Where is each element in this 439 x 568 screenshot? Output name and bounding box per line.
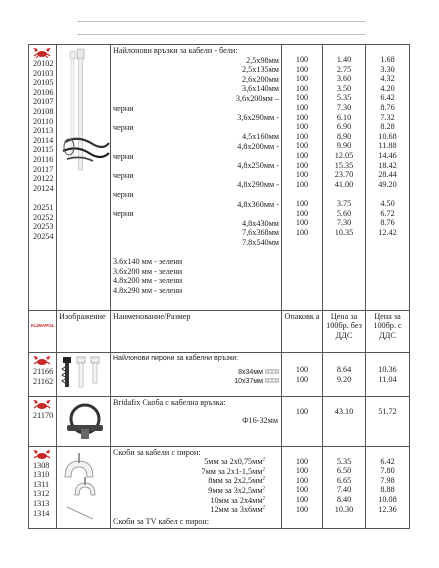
size-line-prefix: черни: [113, 103, 134, 113]
size-line: [113, 209, 279, 219]
price-no-vat-value: 3.50: [336, 83, 352, 93]
price-no-vat-value: [323, 237, 365, 247]
price-no-vat-value: 5.35: [336, 456, 352, 466]
section-nylon-nails: [29, 353, 410, 397]
price-no-vat-value: 23.70: [334, 170, 354, 180]
price-no-vat-value: 7.30: [336, 102, 352, 112]
crab-logo-icon: [33, 356, 51, 366]
price-vat-value: [366, 237, 409, 247]
name-cell: [111, 353, 282, 397]
pack-value: 100: [295, 150, 309, 160]
image-cell: [57, 396, 111, 446]
price-vat-cell: [366, 396, 410, 446]
pack-value: 100: [295, 475, 309, 485]
product-code: [33, 193, 56, 203]
price-no-vat-value: 12.05: [334, 150, 354, 160]
header-rule-bottom: [77, 34, 365, 35]
product-codes: [29, 460, 56, 519]
size-value: 3,6х200мм –: [235, 93, 279, 103]
price-vat-value: 10.36: [378, 365, 397, 374]
price-vat-value: 18.42: [378, 160, 397, 170]
pack-value: 100: [295, 406, 309, 416]
codes-cell: [29, 396, 57, 446]
size-line: [113, 152, 279, 162]
price-vat-value: 7.98: [380, 475, 395, 485]
product-code: 20253: [33, 222, 54, 232]
product-code: 20105: [33, 78, 54, 88]
price-vat-value: 4.20: [380, 83, 395, 93]
size-list: [111, 457, 281, 515]
price-no-vat-value: 2.75: [336, 64, 352, 74]
size-line-prefix: черни: [113, 189, 134, 199]
price-no-vat-value: 10.30: [334, 504, 354, 514]
price-vat-cell: [366, 45, 410, 311]
price-no-vat-value: 9.20: [336, 374, 352, 384]
pack-value: 100: [295, 55, 309, 64]
pack-value: 100: [295, 112, 309, 122]
product-codes: [29, 58, 56, 241]
table-header-row: [29, 311, 410, 353]
size-line: [113, 228, 279, 238]
product-code: 20113: [33, 126, 54, 136]
size-line-prefix: черни: [113, 122, 134, 132]
product-code: 20114: [33, 135, 54, 145]
price-no-vat-cell: [323, 446, 366, 528]
price-vat-value: 8.76: [380, 102, 395, 112]
product-code: 20108: [33, 106, 54, 116]
product-code: 20102: [33, 59, 54, 68]
pack-value: 100: [295, 102, 309, 112]
size-line: [113, 132, 279, 142]
crab-logo-icon: [33, 48, 51, 58]
ruler-icon: [263, 376, 279, 385]
size-line-prefix: черни: [113, 170, 134, 180]
size-value: Ф16-32мм: [242, 416, 278, 426]
codes-cell: [29, 45, 57, 311]
size-line: [113, 496, 279, 506]
size-line: [113, 94, 279, 104]
crab-logo-icon: [33, 400, 51, 410]
pack-value: 100: [295, 141, 309, 151]
green-variants-list: [111, 257, 281, 295]
size-value: 10х37мм: [234, 378, 263, 386]
name-cell: [111, 45, 282, 311]
header-price-vat: Цена за 100бр. с ДДС: [366, 311, 410, 353]
size-line: [113, 190, 279, 200]
size-line: [113, 142, 279, 152]
header-pack: Опаковк а: [282, 311, 323, 353]
ruler-icon: [263, 367, 279, 376]
size-line: [113, 376, 279, 386]
price-no-vat-value: 7.30: [336, 218, 352, 228]
pack-value: 100: [295, 93, 309, 103]
price-vat-value: 7.80: [380, 466, 395, 476]
product-codes: [29, 366, 56, 386]
size-value: 10мм за 2х4мм: [210, 495, 263, 505]
price-vat-value: 11.88: [378, 141, 397, 151]
product-code: 20103: [33, 68, 54, 78]
price-no-vat-value: 3.60: [336, 74, 352, 84]
image-cell: [57, 45, 111, 311]
price-vat-value: 8.88: [380, 485, 395, 495]
product-code: 1313: [33, 498, 50, 508]
header-price-no-vat: Цена за 100бр. без ДДС: [323, 311, 366, 353]
size-line: [113, 84, 279, 94]
price-no-vat-cell: [323, 396, 366, 446]
pack-value: 100: [295, 466, 309, 476]
pack-value: 100: [295, 218, 309, 228]
price-vat-value: 51.72: [378, 406, 397, 416]
product-code: 20252: [33, 212, 54, 222]
price-no-vat-value: [323, 189, 365, 199]
price-vat-value: 28.44: [378, 170, 397, 180]
size-line: [113, 65, 279, 75]
cable-clip-image: [57, 447, 111, 525]
product-code: 1310: [33, 470, 50, 480]
green-variant-line: 4.8х200 мм - зелени: [113, 276, 183, 286]
pack-value: 100: [295, 227, 309, 237]
pack-value: 100: [295, 485, 309, 495]
codes-cell: [29, 353, 57, 397]
size-line: [113, 75, 279, 85]
price-vat-value: 6.42: [380, 93, 395, 103]
pack-value: 100: [295, 494, 309, 504]
size-line: [113, 238, 279, 248]
header-name: Наименование/Размер: [111, 311, 282, 353]
size-value: 4,8х430мм: [242, 218, 279, 228]
section-title: Bridafix Скоба с кабелна връзка:: [113, 397, 226, 407]
price-vat-value: 6.42: [380, 456, 395, 466]
pack-value: 100: [295, 122, 309, 132]
superscript: 2: [262, 457, 265, 463]
price-no-vat-cell: [323, 45, 366, 311]
size-value: 8мм за 2х2,5мм: [208, 476, 263, 486]
pack-value: 100: [295, 208, 309, 218]
price-vat-value: 8.28: [380, 122, 395, 132]
price-table: [28, 44, 410, 529]
size-value: 2,6х200мм: [242, 74, 279, 84]
pack-value: 100: [295, 74, 309, 84]
product-code: 1308: [33, 460, 50, 470]
header-logo-cell: [29, 311, 57, 353]
product-code: 1314: [33, 508, 50, 518]
superscript: 2: [262, 476, 265, 482]
size-line: [113, 476, 279, 486]
price-vat-value: 6.72: [380, 208, 395, 218]
price-vat-value: 12.36: [378, 504, 397, 514]
section-cable-ties: [29, 45, 410, 311]
superscript: 2: [262, 486, 265, 492]
size-line: [113, 457, 279, 467]
pack-value: 100: [295, 170, 309, 180]
nylon-nail-image: [57, 353, 111, 393]
size-line: [113, 171, 279, 181]
size-line: [113, 161, 279, 171]
price-no-vat-value: 41.00: [334, 179, 354, 189]
pack-cell: [282, 353, 323, 397]
pack-cell: [282, 396, 323, 446]
size-value: 3,6х140мм: [242, 84, 279, 94]
pack-value: 100: [295, 504, 309, 514]
section-title: Найлонови връзки за кабели - бели:: [113, 46, 238, 55]
tv-clips-title: Скоби за TV кабел с пирон:: [113, 516, 210, 526]
size-value: 2,5х135мм: [242, 65, 279, 75]
crab-logo-icon: [33, 450, 51, 460]
size-value: 4,8х250мм -: [237, 161, 279, 171]
product-codes: [29, 410, 56, 421]
price-no-vat-value: 5.35: [336, 93, 352, 103]
pack-value: 100: [295, 374, 309, 384]
product-code: 20122: [33, 174, 54, 184]
price-vat-value: 12.42: [378, 227, 397, 237]
size-value: 4,8х290мм -: [237, 180, 279, 190]
price-no-vat-value: 6.90: [336, 122, 352, 132]
product-code: 21166: [33, 367, 54, 376]
price-vat-value: 4.50: [380, 198, 395, 208]
price-vat-value: 3.30: [380, 64, 395, 74]
superscript: 2: [262, 467, 265, 473]
product-code: 20106: [33, 87, 54, 97]
price-no-vat-value: 7.40: [336, 485, 352, 495]
size-value: 2,5х98мм: [246, 55, 279, 65]
section-bridafix: [29, 396, 410, 446]
green-variant-line: 3.6х140 мм - зелени: [113, 257, 183, 267]
name-cell: [111, 446, 282, 528]
size-value: 4,8х360мм -: [237, 199, 279, 209]
size-value: 8х34мм: [238, 368, 263, 376]
pack-value: 100: [295, 131, 309, 141]
price-vat-value: 10.68: [378, 131, 397, 141]
brand-logo: KLIMAPOL: [31, 323, 55, 328]
pack-value: 100: [295, 456, 309, 466]
pack-cell: [282, 45, 323, 311]
size-line: [113, 200, 279, 210]
price-no-vat-value: 8.40: [336, 494, 352, 504]
price-vat-value: 11.04: [378, 374, 397, 384]
pack-value: 100: [295, 64, 309, 74]
price-vat-cell: [366, 446, 410, 528]
cable-tie-image: [57, 47, 111, 177]
size-value: 12мм за 3х6мм: [210, 505, 263, 515]
price-no-vat-value: 9.90: [336, 141, 352, 151]
size-line: [113, 123, 279, 133]
price-vat-value: 7.32: [380, 112, 395, 122]
section-title: Найлонови пирони за кабелни връзки:: [113, 355, 239, 362]
pack-cell: [282, 446, 323, 528]
price-vat-value: 10.08: [378, 494, 397, 504]
price-no-vat-value: 8.90: [336, 131, 352, 141]
product-code: 20251: [33, 202, 54, 212]
size-value: 7мм за 2х1-1,5мм: [201, 466, 263, 476]
price-no-vat-value: 6.10: [336, 112, 352, 122]
size-line: [113, 467, 279, 477]
product-code: 1312: [33, 489, 50, 499]
bridafix-clamp-image: [57, 397, 111, 443]
product-code: 20115: [33, 145, 54, 155]
header-rule-top: [77, 21, 365, 22]
superscript: 2: [262, 495, 265, 501]
size-line: [113, 486, 279, 496]
price-vat-value: [366, 189, 409, 199]
price-no-vat-value: 8.64: [336, 365, 352, 374]
size-value: 7,6х368мм: [242, 228, 279, 238]
price-no-vat-value: 3.75: [336, 198, 352, 208]
price-no-vat-value: 5.60: [336, 208, 352, 218]
size-line: [113, 113, 279, 123]
image-cell: [57, 446, 111, 528]
size-line: [113, 219, 279, 229]
size-line-prefix: черни: [113, 209, 134, 219]
product-code: 1311: [33, 479, 50, 489]
price-no-vat-value: 6.65: [336, 475, 352, 485]
header-image: Изображение: [57, 311, 111, 353]
size-value: 5мм за 2х0,75мм: [204, 457, 263, 467]
product-code: 20116: [33, 154, 54, 164]
product-code: 20107: [33, 97, 54, 107]
size-line: [113, 180, 279, 190]
price-no-vat-value: 10.35: [334, 227, 354, 237]
pack-value: 100: [295, 83, 309, 93]
size-line: [113, 56, 279, 66]
price-vat-value: 14.46: [378, 150, 397, 160]
size-value: 9мм за 3х2,5мм: [208, 485, 263, 495]
size-value: 4,5х160мм: [242, 132, 279, 142]
pack-value: 100: [295, 198, 309, 208]
size-value: 4,8х200мм -: [237, 141, 279, 151]
price-no-vat-value: 1.40: [336, 55, 352, 64]
price-no-vat-value: 15.35: [334, 160, 354, 170]
size-line: [113, 104, 279, 114]
pack-value: [282, 237, 322, 247]
price-vat-cell: [366, 353, 410, 397]
size-line-prefix: черни: [113, 151, 134, 161]
section-cable-clips: [29, 446, 410, 528]
price-no-vat-value: 43.10: [334, 406, 354, 416]
price-vat-value: 4.32: [380, 74, 395, 84]
product-code: 20110: [33, 116, 54, 126]
pack-value: 100: [295, 365, 309, 374]
image-cell: [57, 353, 111, 397]
name-cell: [111, 396, 282, 446]
product-code: 21170: [33, 410, 54, 420]
green-variant-line: 4.8х290 мм - зелени: [113, 285, 183, 295]
size-value: 3,6х290мм -: [237, 113, 279, 123]
pack-value: 100: [295, 160, 309, 170]
product-code: 20254: [33, 231, 54, 241]
product-code: 20117: [33, 164, 54, 174]
superscript: 2: [262, 505, 265, 511]
green-variant-line: 3.6х200 мм - зелени: [113, 266, 183, 276]
pack-value: 100: [295, 179, 309, 189]
price-vat-value: 49.20: [378, 179, 397, 189]
size-line: [113, 367, 279, 377]
section-title: Скоби за кабели с пирон:: [113, 447, 201, 457]
product-code: 21162: [33, 376, 54, 386]
price-no-vat-value: 6.50: [336, 466, 352, 476]
product-code: 20124: [33, 183, 54, 193]
codes-cell: [29, 446, 57, 528]
size-value: 7.8х540мм: [242, 237, 279, 247]
size-line: [113, 505, 279, 515]
size-list: [111, 364, 281, 386]
size-list: [111, 56, 281, 248]
price-no-vat-cell: [323, 353, 366, 397]
price-vat-value: 8.76: [380, 218, 395, 228]
pack-value: [282, 189, 322, 199]
price-vat-value: 1.68: [380, 55, 395, 64]
